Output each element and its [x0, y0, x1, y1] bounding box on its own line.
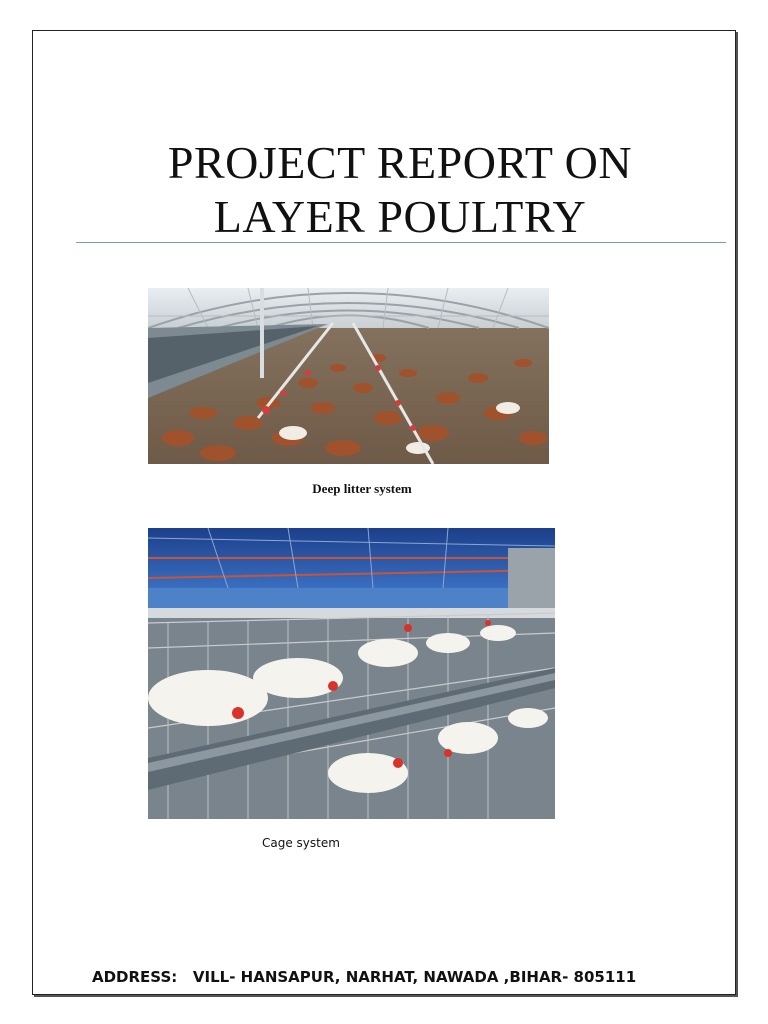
deep-litter-photo [148, 288, 549, 464]
title-line-1: PROJECT REPORT ON [167, 137, 633, 188]
address-line: ADDRESS: VILL- HANSAPUR, NARHAT, NAWADA ,BIHAR- 805111 [92, 968, 637, 986]
title-line-2: LAYER POULTRY [213, 191, 587, 242]
page-title [80, 136, 720, 244]
cage-system-photo [148, 528, 555, 819]
title-underline [76, 242, 726, 243]
figure-caption-deep-litter: Deep litter system [312, 481, 412, 496]
figure-caption-cage-system: Cage system [262, 836, 340, 850]
